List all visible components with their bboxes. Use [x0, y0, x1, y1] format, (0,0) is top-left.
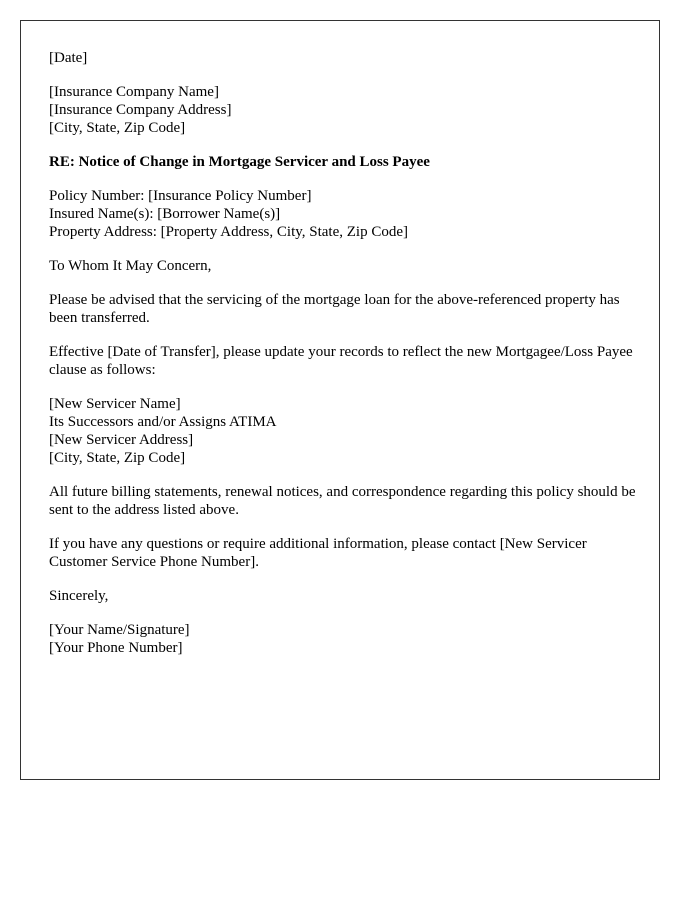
salutation: To Whom It May Concern,: [49, 258, 212, 274]
subject-line: RE: Notice of Change in Mortgage Servicer and Loss Payee: [49, 154, 430, 170]
signature-name: [Your Name/Signature]: [49, 622, 190, 638]
recipient-city-state-zip: [City, State, Zip Code]: [49, 120, 186, 136]
paragraph-update-text: Effective [Date of Transfer], please update your records to reflect the new Mortgagee/Loss Payee clause as follows:: [49, 344, 633, 378]
paragraph-future-correspondence: [49, 483, 639, 519]
letter-body: [49, 49, 639, 673]
paragraph-transfer-notice: [49, 291, 639, 327]
letter-page: [20, 20, 660, 780]
paragraph-update-records: [49, 343, 639, 379]
recipient-company-address: [Insurance Company Address]: [49, 102, 232, 118]
paragraph-contact-text: If you have any questions or require additional information, please contact [New Servicer Customer Service Phone Number].: [49, 536, 587, 570]
new-servicer-name: [New Servicer Name]: [49, 396, 181, 412]
paragraph-transfer-text: Please be advised that the servicing of the mortgage loan for the above-referenced property has been transferred.: [49, 292, 620, 326]
subject-block: [49, 153, 639, 171]
recipient-company-name: [Insurance Company Name]: [49, 84, 219, 100]
new-servicer-address: [New Servicer Address]: [49, 432, 194, 448]
paragraph-correspondence-text: All future billing statements, renewal notices, and correspondence regarding this policy should be sent to the address listed above.: [49, 484, 636, 518]
signature-phone: [Your Phone Number]: [49, 640, 183, 656]
signature-block: [49, 621, 639, 657]
policy-details-block: [49, 187, 639, 241]
closing: Sincerely,: [49, 588, 109, 604]
paragraph-contact: [49, 535, 639, 571]
closing-block: [49, 587, 639, 605]
new-servicer-city-state-zip: [City, State, Zip Code]: [49, 450, 186, 466]
date-block: [49, 49, 639, 67]
insured-names: Insured Name(s): [Borrower Name(s)]: [49, 206, 281, 222]
salutation-block: [49, 257, 639, 275]
atima-clause: Its Successors and/or Assigns ATIMA: [49, 414, 277, 430]
property-address: Property Address: [Property Address, City, State, Zip Code]: [49, 224, 408, 240]
letter-date: [Date]: [49, 50, 88, 66]
policy-number: Policy Number: [Insurance Policy Number]: [49, 188, 312, 204]
mortgagee-clause-block: [49, 395, 639, 467]
recipient-address-block: [49, 83, 639, 137]
